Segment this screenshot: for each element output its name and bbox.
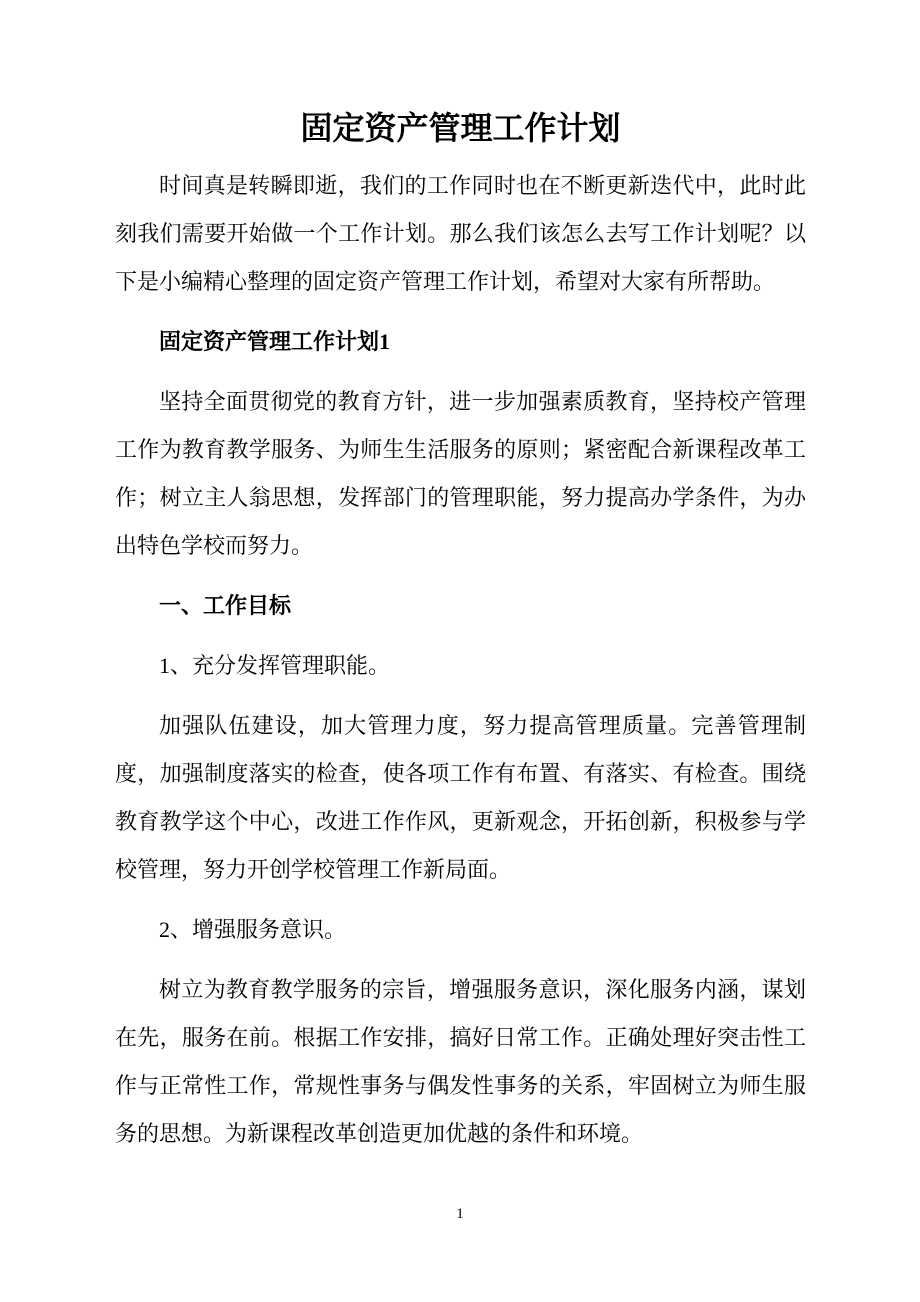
page-number: 1 <box>456 1206 464 1222</box>
goal-item-1-paragraph: 加强队伍建设，加大管理力度，努力提高管理质量。完善管理制度，加强制度落实的检查，使各项工作有布置、有落实、有检查。围绕教育教学这个中心，改进工作作风，更新观念，开拓创新，积极参与学校管理，努力开创学校管理工作新局面。 <box>115 713 806 882</box>
document-title: 固定资产管理工作计划 <box>300 110 621 146</box>
goal-item-2-title: 2、增强服务意识。 <box>159 917 347 942</box>
page-footer <box>0 1204 920 1224</box>
plan-overview-paragraph: 坚持全面贯彻党的教育方针，进一步加强素质教育，坚持校产管理工作为教育教学服务、为师生生活服务的原则；紧密配合新课程改革工作；树立主人翁思想，发挥部门的管理职能，努力提高办学条件，为办出特色学校而努力。 <box>115 389 806 558</box>
section-heading-plan-1: 固定资产管理工作计划1 <box>159 329 391 354</box>
intro-paragraph: 时间真是转瞬即逝，我们的工作同时也在不断更新迭代中，此时此刻我们需要开始做一个工作计划。那么我们该怎么去写工作计划呢？以下是小编精心整理的固定资产管理工作计划，希望对大家有所帮助。 <box>115 173 806 294</box>
section-heading-work-goals: 一、工作目标 <box>159 593 292 618</box>
goal-item-1-title: 1、充分发挥管理职能。 <box>159 653 391 678</box>
goal-item-2-paragraph: 树立为教育教学服务的宗旨，增强服务意识，深化服务内涵，谋划在先，服务在前。根据工作安排，搞好日常工作。正确处理好突击性工作与正常性工作，常规性事务与偶发性事务的关系，牢固树立为师生服务的思想。为新课程改革创造更加优越的条件和环境。 <box>115 977 806 1146</box>
